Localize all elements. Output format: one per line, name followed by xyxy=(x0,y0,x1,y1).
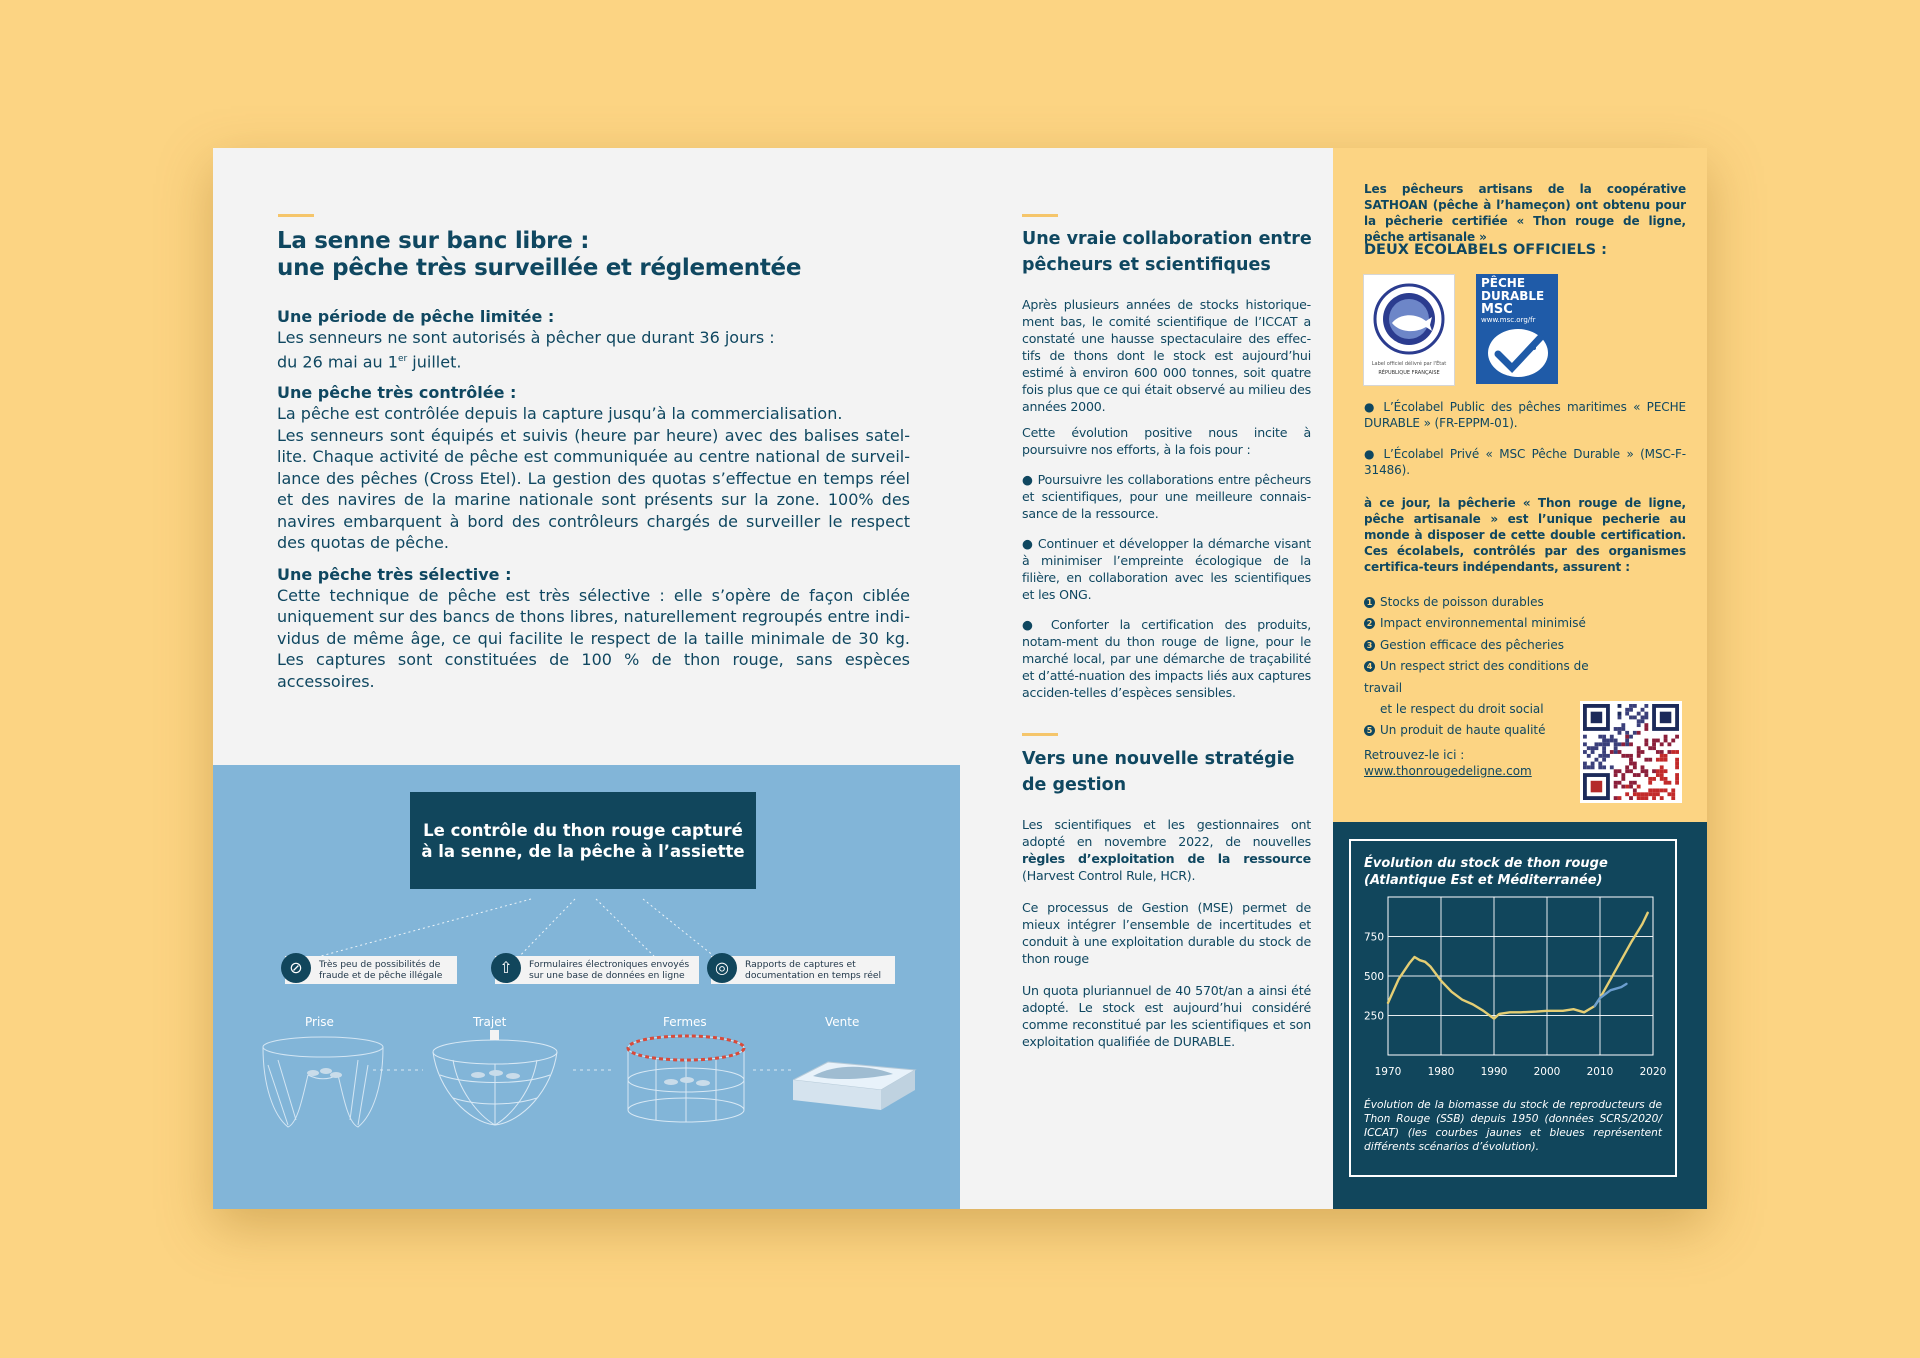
control-diagram xyxy=(213,765,960,1209)
purse-seine-net-illustration xyxy=(258,1035,388,1135)
msc-fish-checkmark-icon xyxy=(1484,326,1552,380)
paragraph: Après plusieurs années de stocks historique-ment bas, le comité scientifique de l’ICCAT a constaté une hausse spectaculaire des effec-tifs de thons dont le stock est aujourd’hui estimé à environ 600 000 tonnes, soit quatre fois plus que ce qui était observé au milieu des années 2000. xyxy=(1022,297,1311,414)
website-link[interactable]: www.thonrougedeligne.com xyxy=(1364,764,1532,778)
list-item: et le respect du droit social xyxy=(1380,702,1544,717)
qr-code[interactable] xyxy=(1580,701,1682,803)
section-text: La pêche est contrôlée depuis la capture jusqu’à la commercialisation. xyxy=(277,404,843,424)
certification-paragraph: à ce jour, la pêcherie « Thon rouge de ligne, pêche artisanale » est l’unique pecherie au monde à disposer de cette double certification. Ces écolabels, contrôlés par des organismes certifica-teurs indépendants, assurent : xyxy=(1364,496,1686,574)
diagram-title-line-2: à la senne, de la pêche à l’assiette xyxy=(421,841,745,861)
bullet-item: ● Poursuivre les collaborations entre pêcheurs et scientifiques, pour une meilleure connais-sance de la ressource. xyxy=(1022,472,1312,521)
list-item: 4 Un respect strict des conditions de travail xyxy=(1364,659,1589,695)
connector-lines xyxy=(213,765,960,1209)
find-label: Retrouvez-le ici : xyxy=(1364,748,1465,762)
section-text: Les senneurs sont équipés et suivis (heure par heure) avec des balises satel-lite. Chaque activité de pêche est communiquée au centre national de surveil-lance des pêches (Cross Etel). La gestion des quotas s’effectue en temps réel et des navires de la marine nationale sont présents sur la zone. 100% des navires embarquent à bord des contrôleurs chargés de surveiller le respect des quotas de pêche. xyxy=(277,425,910,553)
stage-label-fermes: Fermes xyxy=(663,1015,707,1029)
transport-cage-illustration xyxy=(428,1030,563,1130)
ecolabel-intro: Les pêcheurs artisans de la coopérative SATHOAN (pêche à l’hameçon) ont obtenu pour la pêcherie certifiée « Thon rouge de ligne, pêche artisanale » xyxy=(1364,182,1686,244)
left-text-block xyxy=(277,306,910,692)
y-tick-label: 500 xyxy=(1363,971,1384,983)
strategy-text xyxy=(1022,816,1311,1050)
compass-icon: ◎ xyxy=(707,953,737,983)
list-item: 5 Un produit de haute qualité xyxy=(1364,720,1624,741)
info-tag-fraud: ⊘ Très peu de possibilités de fraude et de pêche illégale xyxy=(285,956,457,984)
x-tick-label: 2020 xyxy=(1639,1066,1667,1078)
paragraph: Un quota pluriannuel de 40 570t/an a ainsi été adopté. Le stock est aujourd’hui considéré comme reconstitué par les scientifiques et son exploitation qualifiée de DURABLE. xyxy=(1022,983,1311,1049)
x-tick-label: 2010 xyxy=(1586,1066,1614,1078)
info-tag-reports: ◎ Rapports de captures et documentation en temps réel xyxy=(711,956,895,984)
msc-logo: PÊCHE DURABLE MSC www.msc.org/fr xyxy=(1476,274,1558,384)
cloud-upload-icon: ⇧ xyxy=(491,953,521,983)
section-heading: Une pêche très contrôlée : xyxy=(277,383,517,403)
accent-rule xyxy=(278,214,314,217)
stage-label-trajet: Trajet xyxy=(473,1015,507,1029)
section-heading-strategy: Vers une nouvelle stratégie de gestion xyxy=(1022,749,1295,795)
section-heading: Une pêche très sélective : xyxy=(277,564,512,584)
series-line-2 xyxy=(1595,984,1627,1006)
accent-rule xyxy=(1022,733,1058,736)
brochure-sheet xyxy=(213,148,1707,1209)
list-item: 1 Stocks de poisson durables xyxy=(1364,592,1624,613)
accent-rule xyxy=(1022,214,1058,217)
series-line-1 xyxy=(1388,913,1648,1019)
peche-durable-logo: Label officiel délivré par l'État RÉPUBLIQUE FRANÇAISE xyxy=(1363,274,1455,386)
ecolabel-bullet: ● L’Écolabel Privé « MSC Pêche Durable » (MSC-F-31486). xyxy=(1364,447,1686,477)
stock-line-chart xyxy=(1351,841,1675,1101)
paragraph: Ce processus de Gestion (MSE) permet de mieux intégrer l’ensemble de incertitudes et conduit à une exploitation durable du stock de thon rouge xyxy=(1022,900,1311,966)
y-tick-label: 250 xyxy=(1363,1010,1384,1023)
fish-crate-illustration xyxy=(793,1048,918,1118)
section-heading: Une période de pêche limitée : xyxy=(277,307,555,326)
paragraph: Cette évolution positive nous incite à poursuivre nos efforts, à la fois pour : xyxy=(1022,425,1311,457)
page-title xyxy=(277,228,817,282)
section-text: Les senneurs ne sont autorisés à pêcher que durant 36 jours : xyxy=(277,328,775,347)
qr-code-icon xyxy=(1580,701,1682,803)
section-text: du 26 mai au 1er juillet. xyxy=(277,351,462,371)
collaboration-text xyxy=(1022,296,1311,701)
stage-label-prise: Prise xyxy=(305,1015,334,1029)
diagram-title-line-1: Le contrôle du thon rouge capturé xyxy=(423,820,743,840)
x-tick-label: 1970 xyxy=(1374,1066,1402,1078)
bullet-item: ● Conforter la certification des produits, notam-ment du thon rouge de ligne, pour le marché local, par une démarche de traçabilité et d’atté-nuation des impacts liés aux captures acciden-telles d’espèces sensibles. xyxy=(1022,617,1311,700)
section-text: Cette technique de pêche est très sélective : elle s’opère de façon ciblée uniquement sur des bancs de thons libres, naturellement regroupés entre indi-vidus de même âge, ce qui facilite le respect de la taille minimale de 30 kg. Les captures sont constituées de 100 % de thon rouge, sans espèces accessoires. xyxy=(277,585,910,691)
x-tick-label: 2000 xyxy=(1533,1066,1561,1078)
x-tick-label: 1980 xyxy=(1427,1066,1455,1078)
ecolabel-bullet: ● L’Écolabel Public des pêches maritimes « PECHE DURABLE » (FR-EPPM-01). xyxy=(1364,400,1686,430)
paragraph: Les scientifiques et les gestionnaires ont adopté en novembre 2022, de nouvelles règles d’exploitation de la ressource (Harvest Control Rule, HCR). xyxy=(1022,817,1311,883)
info-tag-forms: ⇧ Formulaires électroniques envoyés sur une base de données en ligne xyxy=(495,956,699,984)
stage-label-vente: Vente xyxy=(825,1015,860,1029)
x-tick-label: 1990 xyxy=(1480,1066,1508,1078)
y-tick-label: 750 xyxy=(1363,931,1384,944)
no-entry-icon: ⊘ xyxy=(281,953,311,983)
chart-frame xyxy=(1349,839,1677,1177)
chart-title: Évolution du stock de thon rouge (Atlantique Est et Méditerranée) xyxy=(1364,856,1608,888)
section-heading-collaboration: Une vraie collaboration entre pêcheurs et scientifiques xyxy=(1022,229,1312,275)
chart-caption: Évolution de la biomasse du stock de reproducteurs de Thon Rouge (SSB) depuis 1950 (données SCRS/2020/ ICCAT) (les courbes jaunes et bleues représentent différents scénarios d’évolution). xyxy=(1364,1099,1662,1153)
ecolabel-heading: DEUX ECOLABELS OFFICIELS : xyxy=(1364,242,1607,258)
ecolabel-panel xyxy=(1333,148,1707,822)
peche-durable-seal-icon xyxy=(1364,275,1454,359)
bullet-item: ● Continuer et développer la démarche visant à minimiser l’empreinte écologique de la filière, en collaboration avec les scientifiques et les ONG. xyxy=(1022,536,1311,602)
list-item: 2 Impact environnemental minimisé xyxy=(1364,613,1624,634)
title-line-2: une pêche très surveillée et réglementée xyxy=(277,255,802,281)
title-line-1: La senne sur banc libre : xyxy=(277,228,590,254)
list-item: 3 Gestion efficace des pêcheries xyxy=(1364,635,1624,656)
fish-farm-illustration xyxy=(621,1030,751,1130)
